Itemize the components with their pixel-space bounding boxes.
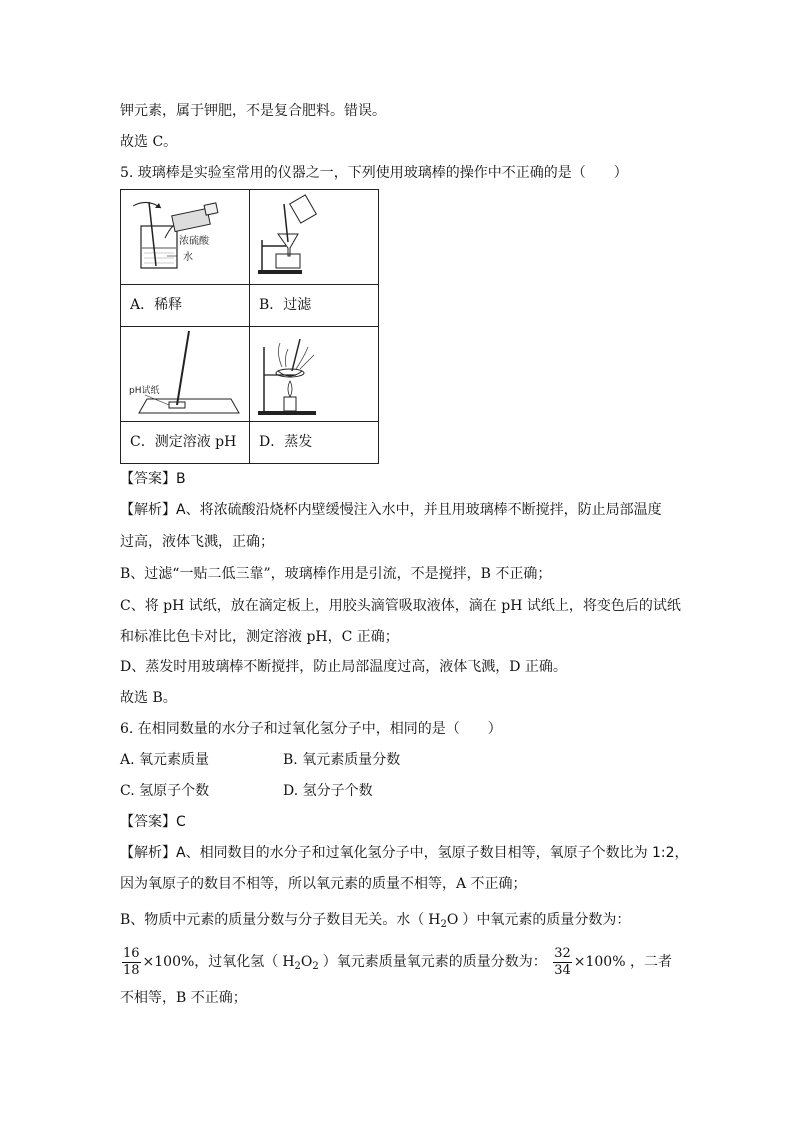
label-a: A．稀释 xyxy=(121,285,250,327)
option-d: D. 氢分子个数 xyxy=(283,783,373,799)
label-ph-paper: pH试纸 xyxy=(129,386,160,396)
label-sulfuric-acid: 浓硫酸 xyxy=(179,236,209,247)
figure-ph xyxy=(121,327,250,422)
label-b: B．过滤 xyxy=(250,285,379,327)
analysis-line: 过高，液体飞溅，正确； xyxy=(120,534,274,550)
text-line: 钾元素，属于钾肥，不是复合肥料。错误。 xyxy=(120,103,386,119)
question-5: 5. 玻璃棒是实验室常用的仪器之一，下列使用玻璃棒的操作中不正确的是（ ） xyxy=(120,165,628,181)
analysis-line: 【解析】A、将浓硫酸沿烧杯内壁缓慢注入水中，并且用玻璃棒不断搅拌，防止局部温度 xyxy=(120,502,662,518)
analysis-line: 和标准比色卡对比，测定溶液 pH，C 正确； xyxy=(120,629,399,645)
figure-dilute xyxy=(121,190,250,285)
option-b: B. 氧元素质量分数 xyxy=(283,752,401,768)
analysis-line: D、蒸发时用玻璃棒不断搅拌，防止局部温度过高，液体飞溅，D 正确。 xyxy=(120,659,567,675)
analysis-line: 故选 B。 xyxy=(120,690,177,706)
label-water: 水 xyxy=(183,252,193,263)
analysis-line: 不相等，B 不正确； xyxy=(120,990,247,1006)
analysis-line: C、将 pH 试纸，放在滴定板上，用胶头滴管吸取液体，滴在 pH 试纸上，将变色后的试纸 xyxy=(120,598,681,614)
figure-evaporate xyxy=(250,327,379,422)
analysis-line: 【解析】A、相同数目的水分子和过氧化氢分子中，氢原子数目相等，氧原子个数比为 1:2， xyxy=(120,845,689,861)
answer-6: 【答案】C xyxy=(120,814,186,830)
analysis-line: B、物质中元素的质量分数与分子数目无关。水（ $H_2O$ ）中氧元素的质量分数为： xyxy=(120,910,630,935)
figure-table xyxy=(120,189,379,464)
label-d: D．蒸发 xyxy=(250,422,379,464)
question-6: 6. 在相同数量的水分子和过氧化氢分子中，相同的是（ ） xyxy=(120,721,502,737)
formula-h2o2: $H_2O_2$ xyxy=(282,954,319,972)
analysis-line: B、过滤“一贴二低三靠”，玻璃棒作用是引流，不是搅拌，B 不正确； xyxy=(120,566,552,582)
figure-filter xyxy=(250,190,379,285)
fraction-32-34: $\frac{32}{34}$ xyxy=(554,945,571,978)
option-a: A. 氧元素质量 xyxy=(120,752,210,768)
text-line: 故选 C。 xyxy=(120,134,178,150)
fraction-16-18: $\frac{16}{18}$ xyxy=(123,945,140,978)
option-c: C. 氢原子个数 xyxy=(120,783,210,799)
analysis-line: 因为氧原子的数目不相等，所以氧元素的质量不相等，A 不正确； xyxy=(120,876,527,892)
label-c: C．测定溶液 pH xyxy=(121,422,250,464)
answer-5: 【答案】B xyxy=(120,471,186,487)
formula-h2o: $H_2O$ xyxy=(428,912,459,930)
analysis-line: $\frac{16}{18}$ ×100%，过氧化氢（ $H_2O_2$ ）氧元素质量氧元素的质量分数为： $\frac{32}{34}$ ×100% ，二者 xyxy=(120,944,672,985)
